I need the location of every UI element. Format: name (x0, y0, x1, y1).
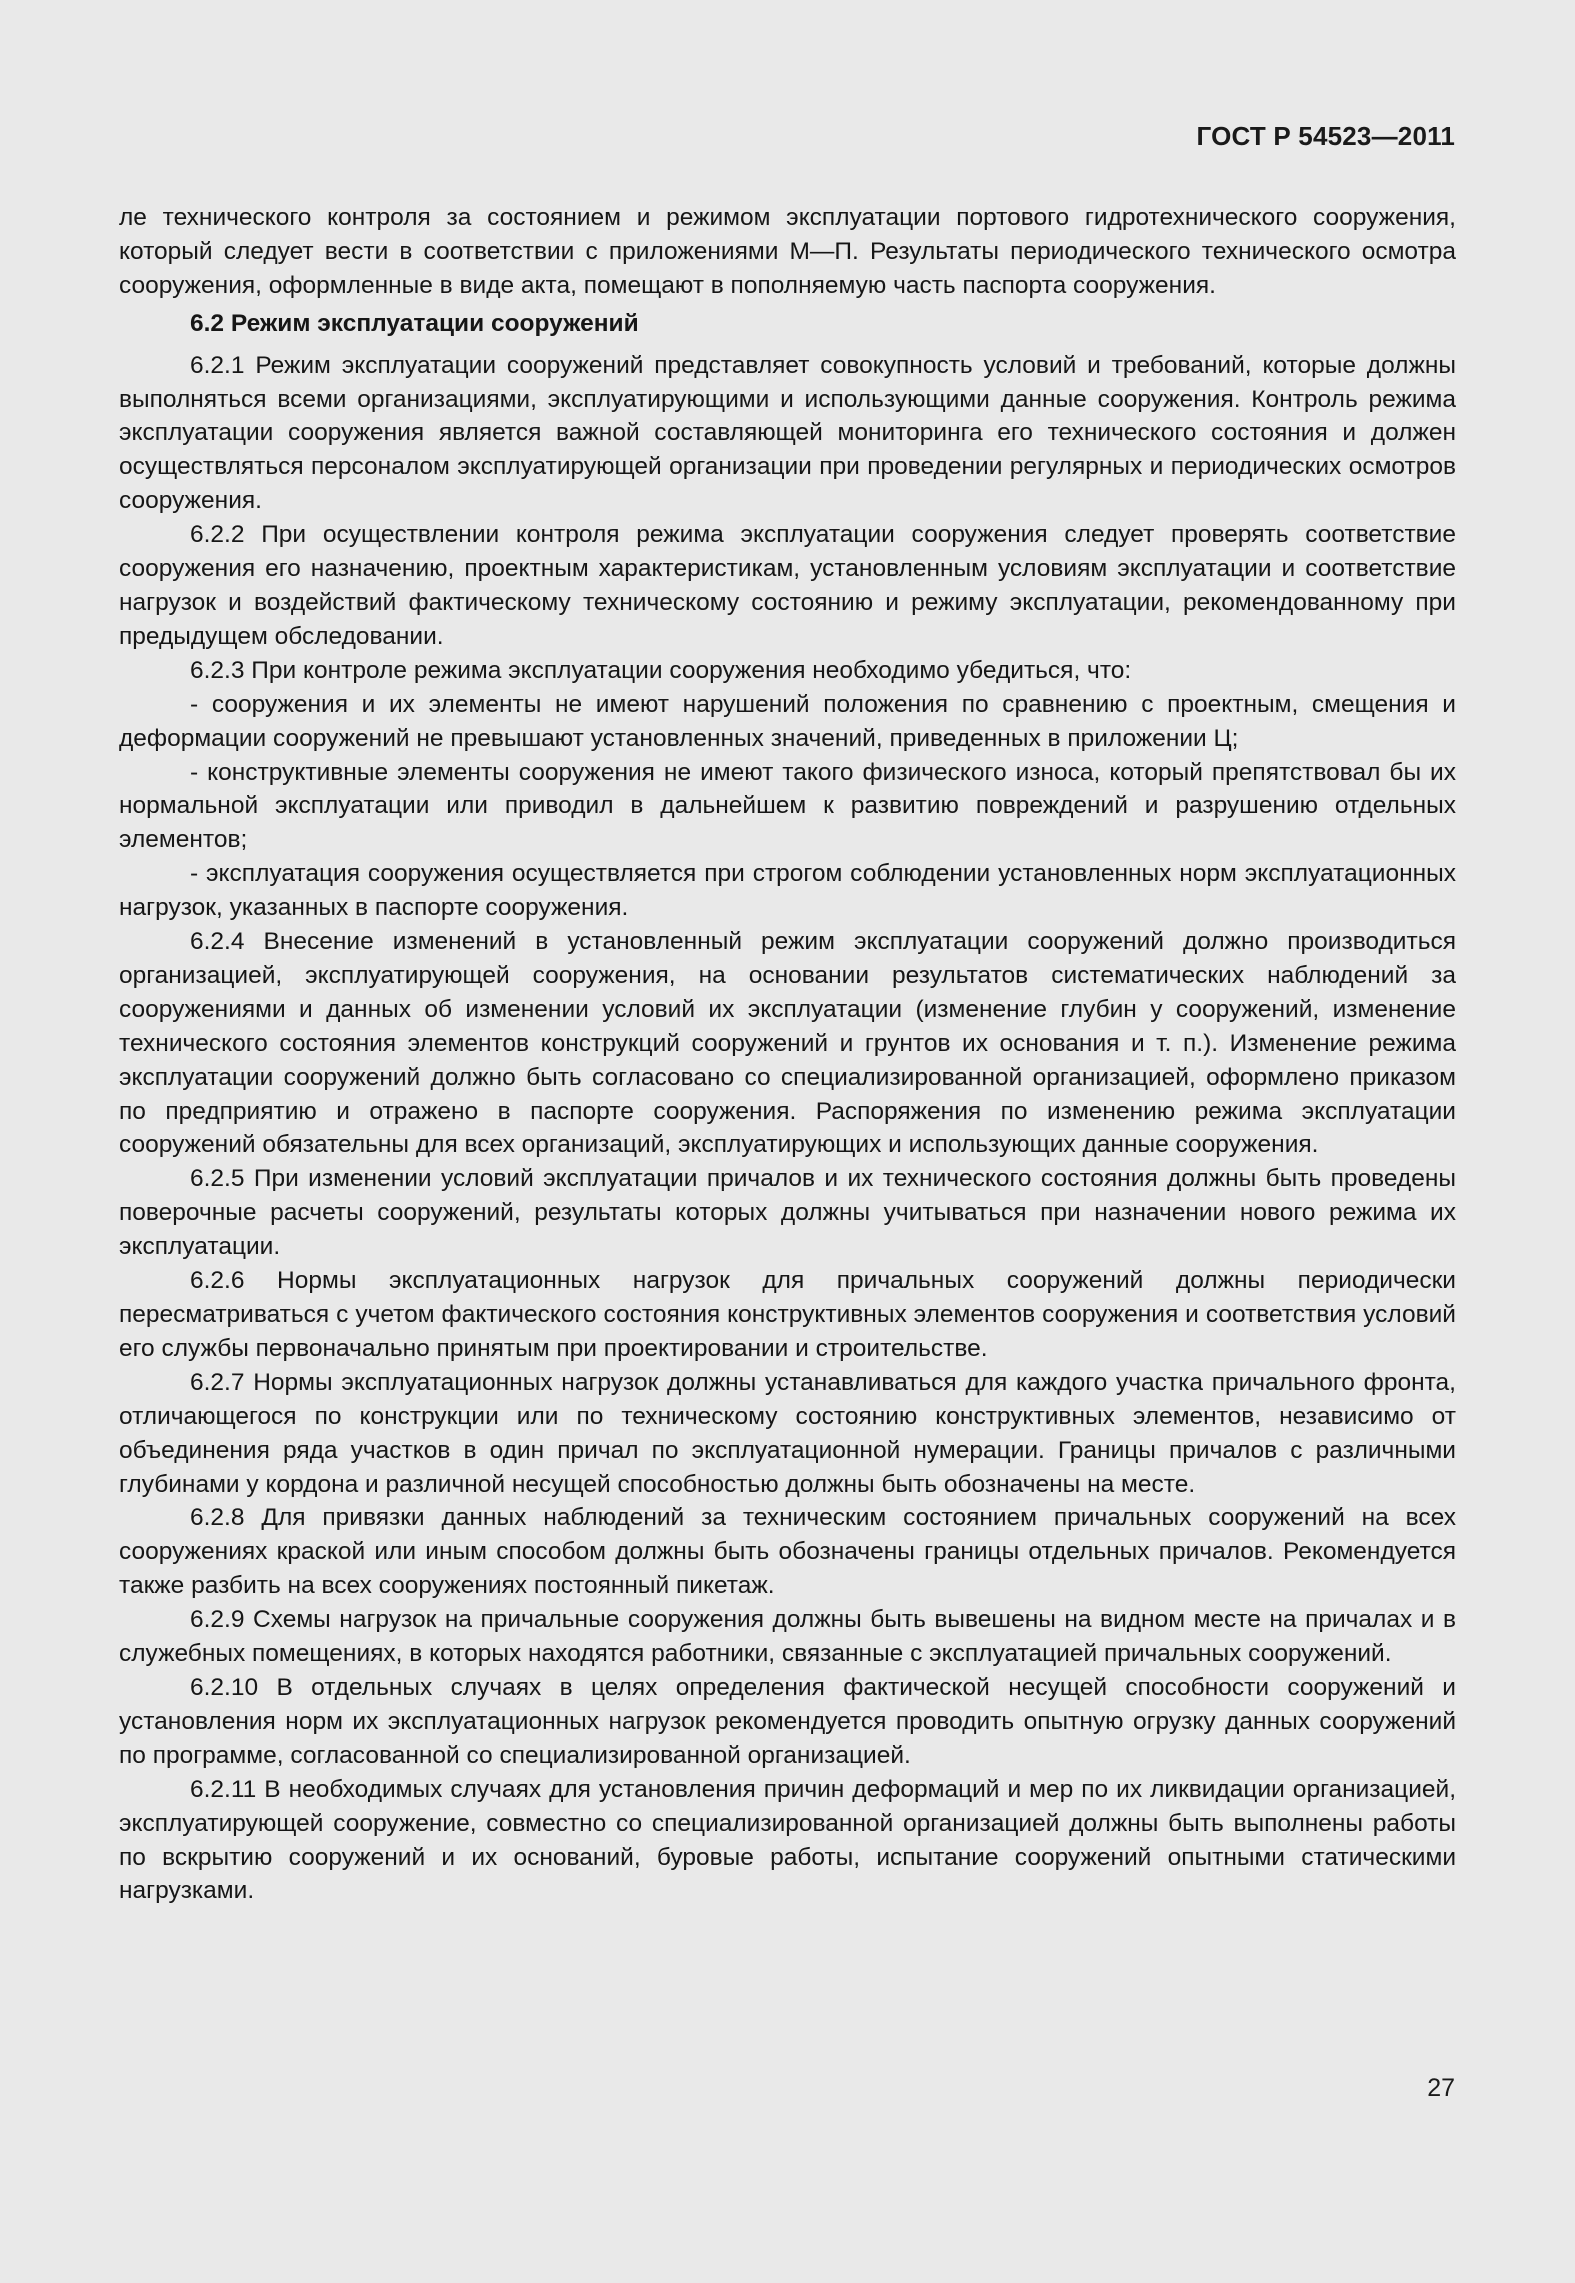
page-body (119, 201, 1456, 1908)
page-number: 27 (1427, 2074, 1455, 2102)
standard-header: ГОСТ Р 54523—2011 (1196, 121, 1455, 151)
intro-paragraph: ле технического контроля за состоянием и режимом эксплуатации портового гидротехнического сооружения, который следует вести в соответствии с приложениями М—П. Результаты периодического технического осмотра сооружения, оформленные в виде акта, помещают в пополняемую часть паспорта сооружения. (119, 204, 1456, 299)
paragraph-6-2-8: 6.2.8 Для привязки данных наблюдений за техническим состоянием причальных сооружений на всех сооружениях краской или иным способом должны быть обозначены границы отдельных причалов. Рекомендуется также разбить на всех сооружениях постоянный пикетаж. (119, 1504, 1456, 1600)
paragraph-6-2-3: 6.2.3 При контроле режима эксплуатации сооружения необходимо убедиться, что: (190, 656, 1132, 684)
list-item: - сооружения и их элементы не имеют нарушений положения по сравнению с проектным, смещения и деформации сооружений не превышают установленных значений, приведенных в приложении Ц; (119, 690, 1456, 752)
list-item: - эксплуатация сооружения осуществляется при строгом соблюдении установленных норм эксплуатационных нагрузок, указанных в паспорте сооружения. (119, 860, 1456, 922)
paragraph-6-2-11: 6.2.11 В необходимых случаях для установления причин деформаций и мер по их ликвидации организацией, эксплуатирующей сооружение, совместно со специализированной организацией должны быть выполнены работы по вскрытию сооружений и их оснований, буровые работы, испытание сооружений опытными статическими нагрузками. (119, 1775, 1456, 1905)
paragraph-6-2-5: 6.2.5 При изменении условий эксплуатации причалов и их технического состояния должны быть проведены поверочные расчеты сооружений, результаты которых должны учитываться при назначении нового режима их эксплуатации. (119, 1165, 1456, 1261)
paragraph-6-2-2: 6.2.2 При осуществлении контроля режима эксплуатации сооружения следует проверять соответствие сооружения его назначению, проектным характеристикам, установленным условиям эксплуатации и соответствие нагрузок и воздействий фактическому техническому состоянию и режиму эксплуатации, рекомендованному при предыдущем обследовании. (119, 521, 1456, 650)
paragraph-6-2-6: 6.2.6 Нормы эксплуатационных нагрузок для причальных сооружений должны периодически пересматриваться с учетом фактического состояния конструктивных элементов сооружения и соответствия условий его службы первоначально принятым при проектировании и строительстве. (119, 1267, 1456, 1362)
paragraph-6-2-10: 6.2.10 В отдельных случаях в целях определения фактической несущей способности сооружений и установления норм их эксплуатационных нагрузок рекомендуется проводить опытную огрузку данных сооружений по программе, согласованной со специализированной организацией. (119, 1673, 1456, 1769)
paragraph-6-2-9: 6.2.9 Схемы нагрузок на причальные сооружения должны быть вывешены на видном месте на причалах и в служебных помещениях, в которых находятся работники, связанные с эксплуатацией причальных сооружений. (119, 1606, 1456, 1668)
paragraph-6-2-4: 6.2.4 Внесение изменений в установленный режим эксплуатации сооружений должно производиться организацией, эксплуатирующей сооружения, на основании результатов систематических наблюдений за сооружениями и данных об изменении условий их эксплуатации (изменение глубин у сооружений, изменение технического состояния элементов конструкций сооружений и грунтов их основания и т. п.). Изменение режима эксплуатации сооружений должно быть согласовано со специализированной организацией, оформлено приказом по предприятию и отражено в паспорте сооружения. Распоряжения по изменению режима эксплуатации сооружений обязательны для всех организаций, эксплуатирующих и использующих данные сооружения. (119, 928, 1456, 1159)
paragraph-6-2-1: 6.2.1 Режим эксплуатации сооружений представляет совокупность условий и требований, которые должны выполняться всеми организациями, эксплуатирующими и использующими данные сооружения. Контроль режима эксплуатации сооружения является важной составляющей мониторинга его технического состояния и должен осуществляться персоналом эксплуатирующей организации при проведении регулярных и периодических осмотров сооружения. (119, 351, 1456, 515)
section-heading: 6.2 Режим эксплуатации сооружений (190, 309, 639, 337)
list-item: - конструктивные элементы сооружения не имеют такого физического износа, который препятствовал бы их нормальной эксплуатации или приводил в дальнейшем к развитию повреждений и разрушению отдельных элементов; (119, 758, 1456, 854)
paragraph-6-2-7: 6.2.7 Нормы эксплуатационных нагрузок должны устанавливаться для каждого участка причального фронта, отличающегося по конструкции или по техническому состоянию конструктивных элементов, независимо от объединения ряда участков в один причал по эксплуатационной нумерации. Границы причалов с различными глубинами у кордона и различной несущей способностью должны быть обозначены на месте. (119, 1368, 1456, 1498)
